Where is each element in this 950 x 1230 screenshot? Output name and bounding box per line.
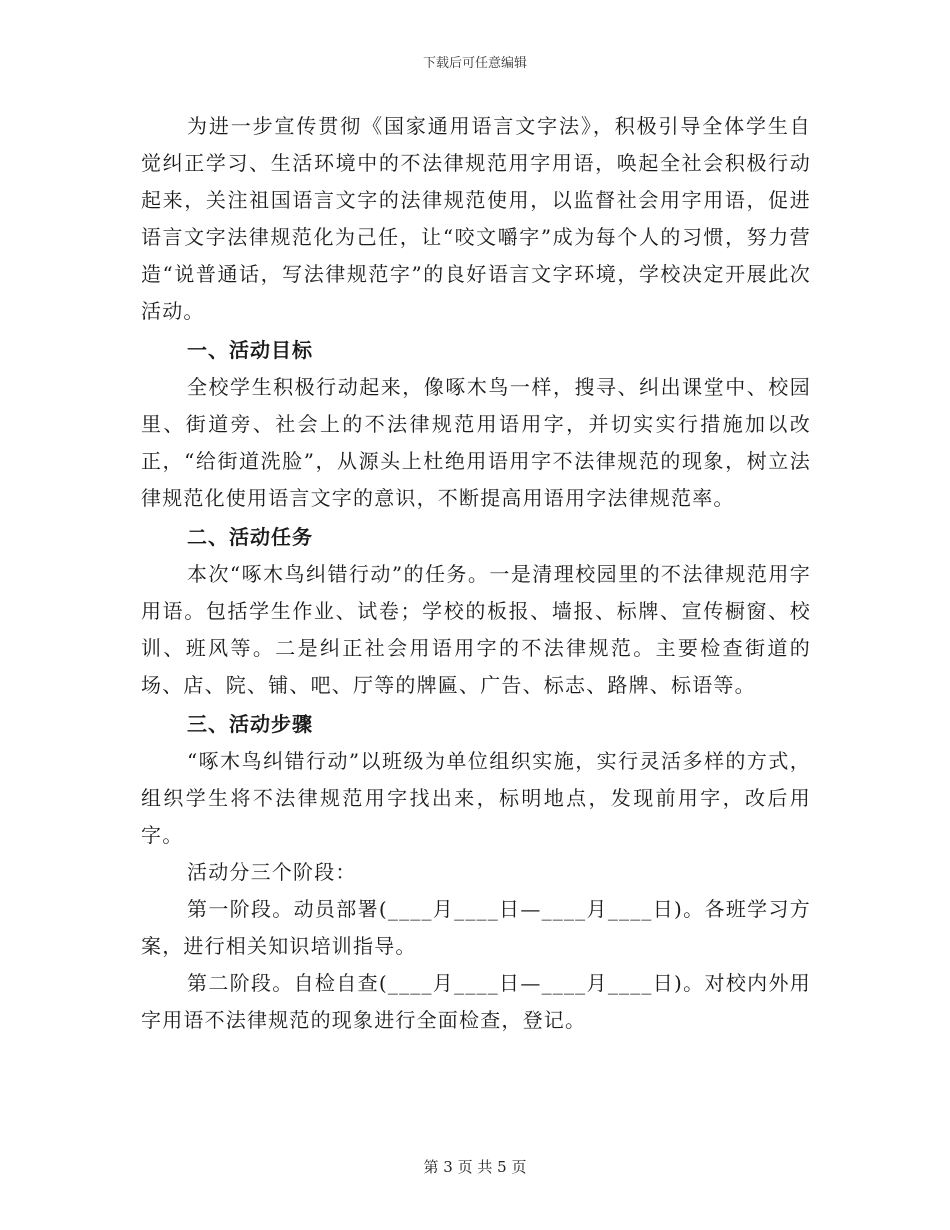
section-3-paragraph: “啄木鸟纠错行动”以班级为单位组织实施，实行灵活多样的方式，组织学生将不法律规范用字找出来，标明地点，发现前用字，改后用字。 [141, 749, 811, 847]
section-1-paragraph: 全校学生积极行动起来，像啄木鸟一样，搜寻、纠出课堂中、校园里、街道旁、社会上的不法律规范用语用字，并切实实行措施加以改正，“给街道洗脸”，从源头上杜绝用语用字不法律规范的现象，树立法律规范化使用语言文字的意识，不断提高用语用字法律规范率。 [141, 375, 811, 510]
section-2-paragraph: 本次“啄木鸟纠错行动”的任务。一是清理校园里的不法律规范用字用语。包括学生作业、试卷；学校的板报、墙报、标牌、宣传橱窗、校训、班风等。二是纠正社会用语用字的不法律规范。主要检查街道的场、店、院、铺、吧、厅等的牌匾、广告、标志、路牌、标语等。 [141, 562, 811, 697]
page-footer: 第 3 页 共 5 页 [423, 1158, 527, 1176]
intro-paragraph: 为进一步宣传贯彻《国家通用语言文字法》，积极引导全体学生自觉纠正学习、生活环境中的不法律规范用字用语，唤起全社会积极行动起来，关注祖国语言文字的法律规范使用，以监督社会用字用语，促进语言文字法律规范化为己任，让“咬文嚼字”成为每个人的习惯，努力营造“说普通话，写法律规范字”的良好语言文字环境，学校决定开展此次活动。 [141, 114, 811, 323]
stage-2-paragraph: 第二阶段。自检自查(____月____日—____月____日)。对校内外用字用语不法律规范的现象进行全面检查，登记。 [141, 971, 811, 1032]
document-body [141, 108, 811, 1039]
section-2-title: 二、活动任务 [187, 525, 313, 549]
section-3-title: 三、活动步骤 [187, 712, 313, 736]
section-1-title: 一、活动目标 [187, 338, 313, 362]
stage-1-paragraph: 第一阶段。动员部署(____月____日—____月____日)。各班学习方案，进行相关知识培训指导。 [141, 897, 811, 958]
stages-intro: 活动分三个阶段： [187, 860, 357, 884]
page-header: 下载后可任意编辑 [422, 56, 527, 71]
